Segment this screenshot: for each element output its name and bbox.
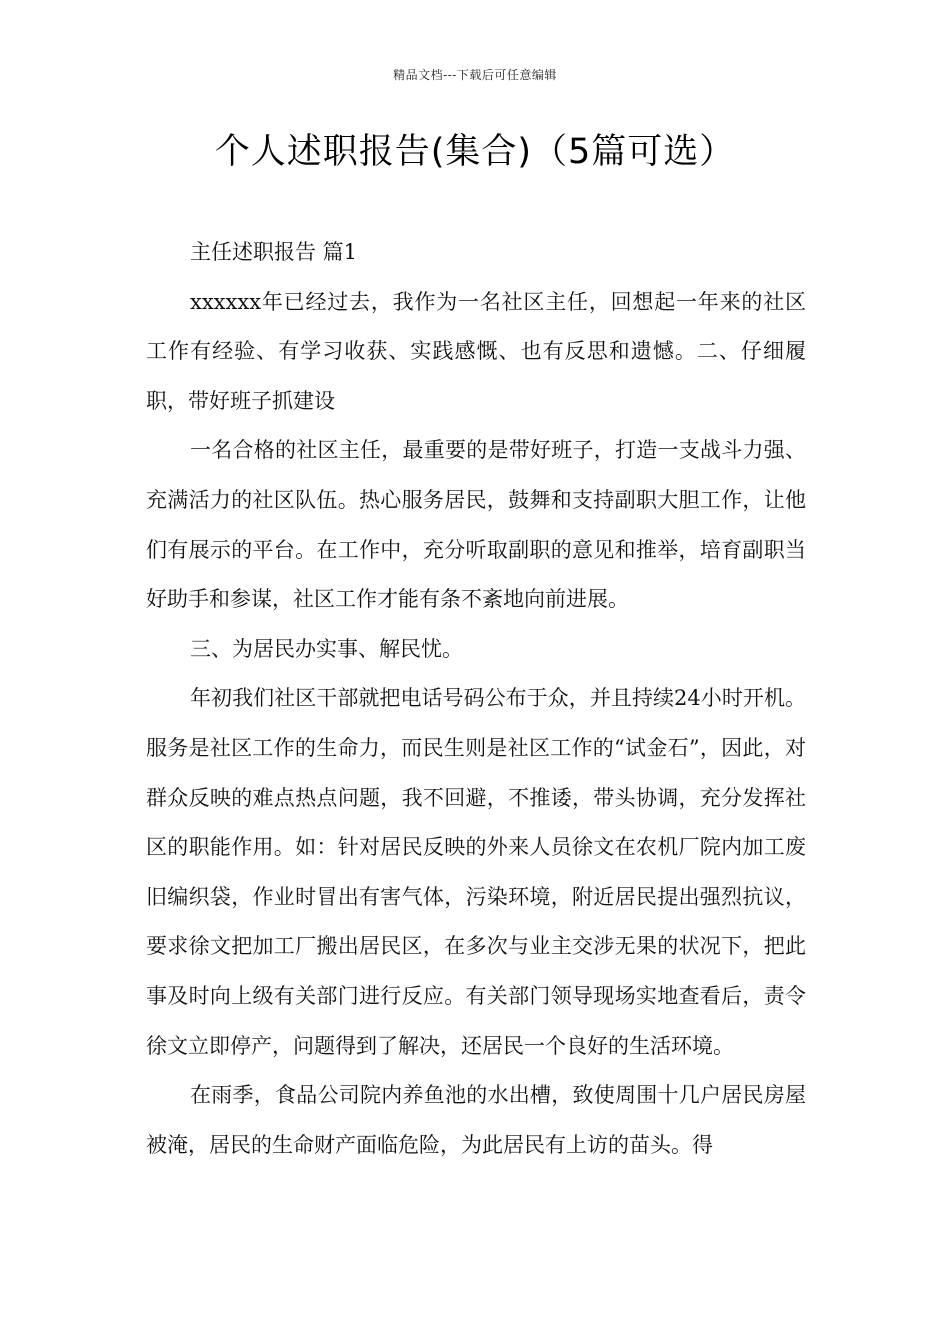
paragraph: 三、为居民办实事、解民忧。 <box>190 636 463 661</box>
header-note: 精品文档---下载后可任意编辑 <box>393 68 557 82</box>
document-body <box>146 228 806 1170</box>
document-title: 个人述职报告(集合)（5篇可选） <box>214 132 736 172</box>
paragraph: 一名合格的社区主任，最重要的是带好班子，打造一支战斗力强、充满活力的社区队伍。热心服务居民，鼓舞和支持副职大胆工作，让他们有展示的平台。在工作中，充分听取副职的意见和推举，培育副职当好助手和参谋，社区工作才能有条不紊地向前进展。 <box>146 438 806 612</box>
section-heading: 主任述职报告 篇1 <box>190 240 358 264</box>
paragraph: 年初我们社区干部就把电话号码公布于众，并且持续24小时开机。服务是社区工作的生命力，而民生则是社区工作的“试金石”，因此，对群众反映的难点热点问题，我不回避，不推诿，带头协调，充分发挥社区的职能作用。如：针对居民反映的外来人员徐文在农机厂院内加工废旧编织袋，作业时冒出有害气体，污染环境，附近居民提出强烈抗议，要求徐文把加工厂搬出居民区，在多次与业主交涉无果的状况下，把此事及时向上级有关部门进行反应。有关部门领导现场实地查看后，责令徐文立即停产，问题得到了解决，还居民一个良好的生活环境。 <box>146 686 806 1058</box>
paragraph: 在雨季，食品公司院内养鱼池的水出槽，致使周围十几户居民房屋被淹，居民的生命财产面临危险，为此居民有上访的苗头。得 <box>146 1083 806 1157</box>
paragraph: xxxxxx年已经过去，我作为一名社区主任，回想起一年来的社区工作有经验、有学习收获、实践感慨、也有反思和遗憾。二、仔细履职，带好班子抓建设 <box>146 289 806 413</box>
